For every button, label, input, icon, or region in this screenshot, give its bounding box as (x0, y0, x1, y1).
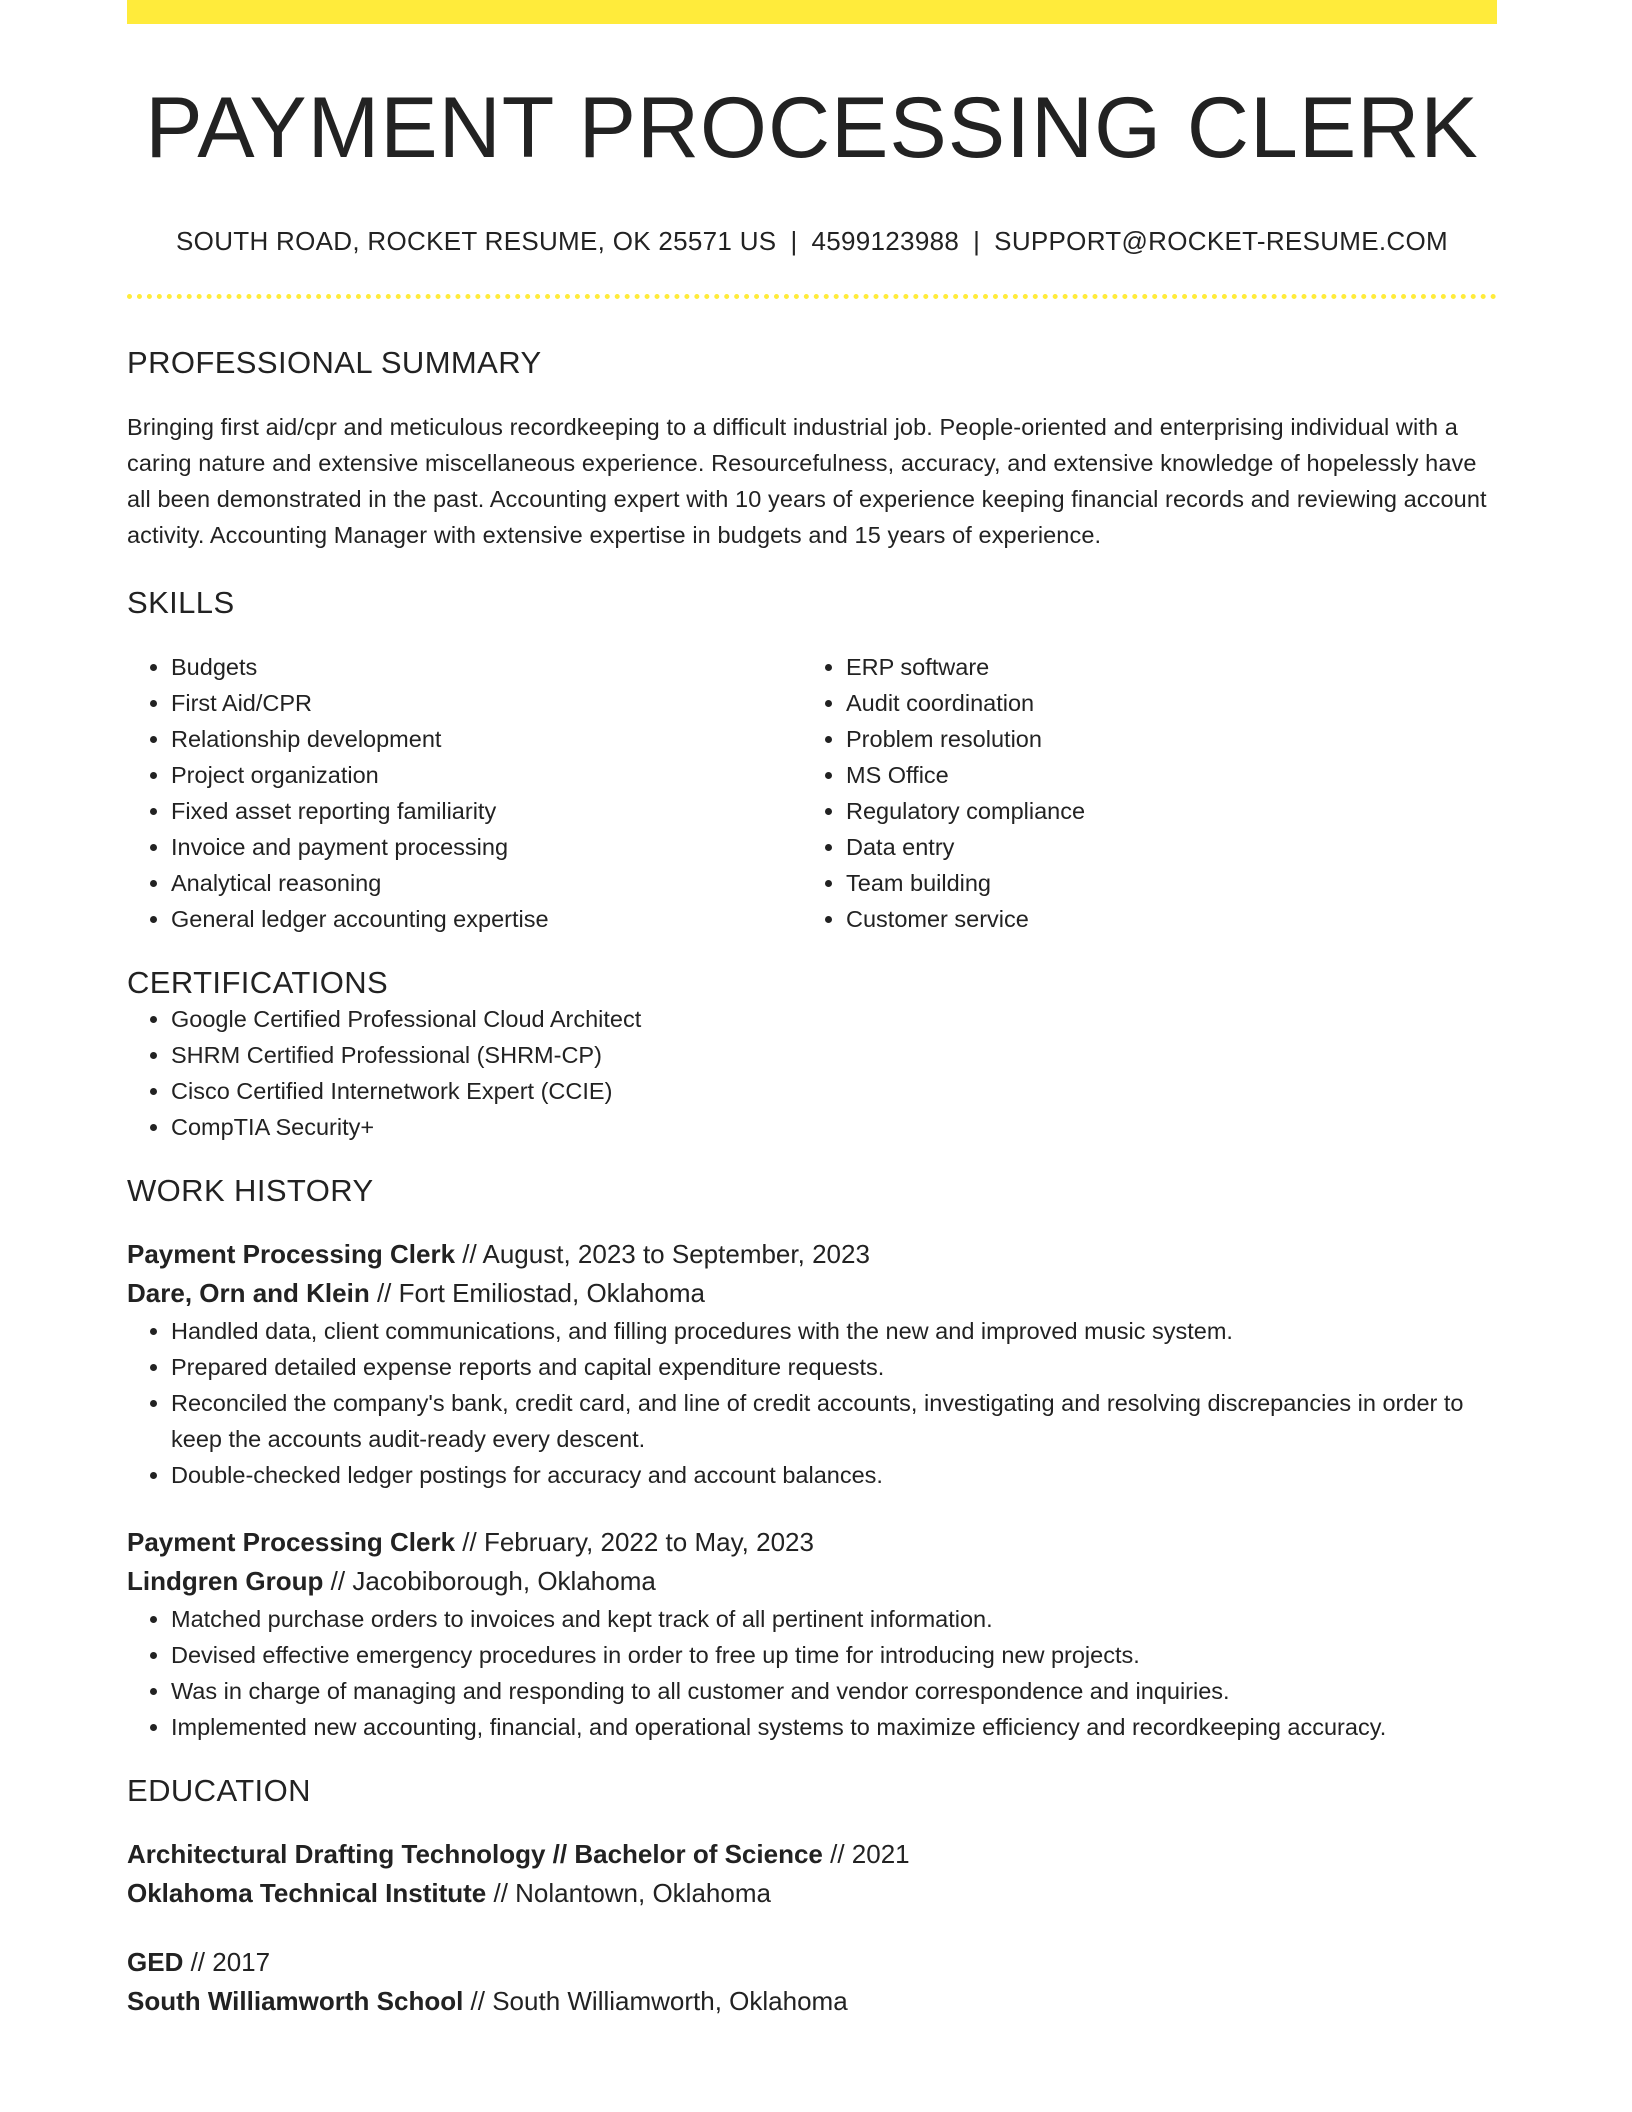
education-degree: Architectural Drafting Technology // Bachelor of Science (127, 1838, 823, 1869)
job-entry (127, 1523, 1497, 1745)
skill-item: • Relationship development (171, 721, 802, 757)
certifications-list (127, 1001, 1497, 1145)
resume-page (127, 0, 1497, 2021)
education-year: // 2021 (822, 1838, 910, 1869)
skill-item: • Problem resolution (846, 721, 1477, 757)
job-role: Payment Processing Clerk (127, 1526, 456, 1557)
job-company: Dare, Orn and Klein (127, 1277, 370, 1308)
job-duty: • Reconciled the company's bank, credit card, and line of credit accounts, investigating and resolving discrepancies in order to keep the accounts audit-ready every descent. (171, 1385, 1497, 1457)
skill-item: • Regulatory compliance (846, 793, 1477, 829)
job-duties-list (127, 1601, 1497, 1745)
job-duty: • Handled data, client communications, and filling procedures with the new and improved music system. (171, 1313, 1497, 1349)
job-duties-list (127, 1313, 1497, 1493)
skill-item: • MS Office (846, 757, 1477, 793)
section-title-education: EDUCATION (127, 1772, 311, 1808)
job-location: // Fort Emiliostad, Oklahoma (369, 1277, 705, 1308)
skill-item: • Project organization (171, 757, 802, 793)
certification-item: • Google Certified Professional Cloud Architect (171, 1001, 1497, 1037)
education-school-line (127, 1982, 1497, 2021)
skill-item: • Analytical reasoning (171, 865, 802, 901)
skill-item: • ERP software (846, 649, 1477, 685)
job-duty: • Matched purchase orders to invoices and kept track of all pertinent information. (171, 1601, 1497, 1637)
contact-line (127, 226, 1497, 257)
contact-phone: 4599123988 (811, 225, 960, 256)
certification-item: • SHRM Certified Professional (SHRM-CP) (171, 1037, 1497, 1073)
skills-column-left (127, 649, 802, 937)
education-degree-line (127, 1835, 1497, 1874)
section-title-certifications: CERTIFICATIONS (127, 964, 389, 1000)
contact-separator: | (973, 225, 981, 256)
job-location: // Jacobiborough, Oklahoma (323, 1565, 656, 1596)
resume-title: PAYMENT PROCESSING CLERK (145, 80, 1479, 176)
skill-item: • Audit coordination (846, 685, 1477, 721)
job-role: Payment Processing Clerk (127, 1238, 456, 1269)
skill-item: • Fixed asset reporting familiarity (171, 793, 802, 829)
job-company: Lindgren Group (127, 1565, 324, 1596)
education-degree: GED (127, 1946, 184, 1977)
education-school: Oklahoma Technical Institute (127, 1877, 487, 1908)
skill-item: • Invoice and payment processing (171, 829, 802, 865)
section-title-skills: SKILLS (127, 584, 235, 620)
contact-email: SUPPORT@ROCKET-RESUME.COM (994, 225, 1448, 256)
section-title-summary: PROFESSIONAL SUMMARY (127, 344, 542, 380)
job-title-line (127, 1523, 1497, 1562)
job-entry (127, 1235, 1497, 1493)
summary-text: Bringing first aid/cpr and meticulous recordkeeping to a difficult industrial job. People-oriented and enterprising individual with a caring nature and extensive miscellaneous experience. Resourcefulness, accuracy, and extensive knowledge of hopelessly have all been demonstrated in the past. Accounting expert with 10 years of experience keeping financial records and reviewing account activity. Accounting Manager with extensive expertise in budgets and 15 years of experience. (127, 413, 1487, 548)
education-year: // 2017 (183, 1946, 271, 1977)
skill-item: • Team building (846, 865, 1477, 901)
skill-item: • Customer service (846, 901, 1477, 937)
job-dates: // February, 2022 to May, 2023 (455, 1526, 814, 1557)
job-company-line (127, 1562, 1497, 1601)
contact-address: SOUTH ROAD, ROCKET RESUME, OK 25571 US (176, 225, 777, 256)
education-entry (127, 1835, 1497, 1913)
education-school: South Williamworth School (127, 1985, 464, 2016)
top-accent-bar (127, 0, 1497, 24)
certification-item: • CompTIA Security+ (171, 1109, 1497, 1145)
education-school-line (127, 1874, 1497, 1913)
education-degree-line (127, 1943, 1497, 1982)
job-duty: • Prepared detailed expense reports and capital expenditure requests. (171, 1349, 1497, 1385)
job-company-line (127, 1274, 1497, 1313)
job-duty: • Implemented new accounting, financial, and operational systems to maximize efficiency and recordkeeping accuracy. (171, 1709, 1497, 1745)
contact-separator: | (790, 225, 798, 256)
education-location: // South Williamworth, Oklahoma (463, 1985, 848, 2016)
education-location: // Nolantown, Oklahoma (486, 1877, 771, 1908)
dotted-divider (127, 294, 1497, 299)
job-duty: • Devised effective emergency procedures in order to free up time for introducing new projects. (171, 1637, 1497, 1673)
section-title-work-history: WORK HISTORY (127, 1172, 374, 1208)
job-dates: // August, 2023 to September, 2023 (455, 1238, 870, 1269)
skill-item: • First Aid/CPR (171, 685, 802, 721)
skill-item: • Budgets (171, 649, 802, 685)
skills-column-right (802, 649, 1477, 937)
certification-item: • Cisco Certified Internetwork Expert (CCIE) (171, 1073, 1497, 1109)
education-entry (127, 1943, 1497, 2021)
skill-item: • General ledger accounting expertise (171, 901, 802, 937)
skills-grid (127, 649, 1497, 937)
job-title-line (127, 1235, 1497, 1274)
job-duty: • Was in charge of managing and responding to all customer and vendor correspondence and inquiries. (171, 1673, 1497, 1709)
skill-item: • Data entry (846, 829, 1477, 865)
job-duty: • Double-checked ledger postings for accuracy and account balances. (171, 1457, 1497, 1493)
